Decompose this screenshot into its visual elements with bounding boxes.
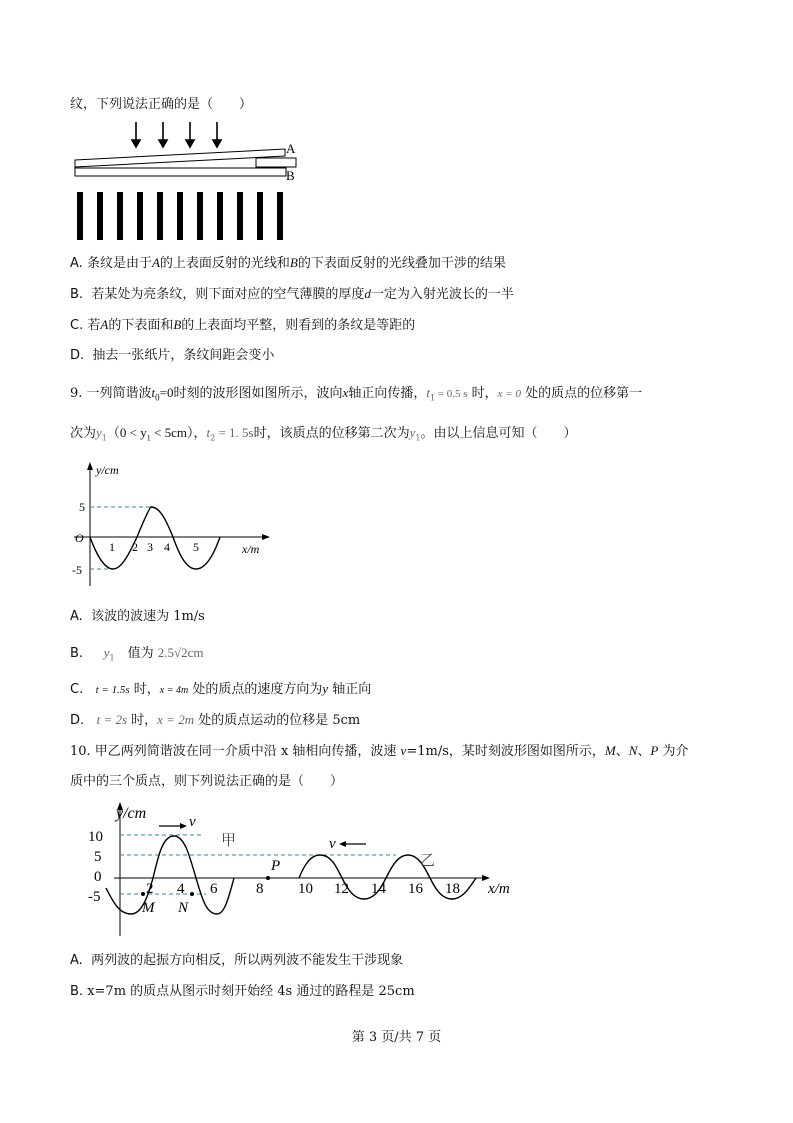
interference-fringes [77, 192, 283, 240]
q9-ytick-5: 5 [79, 500, 85, 514]
q10-xtick-12: 12 [334, 881, 349, 897]
point-m-label: M [142, 900, 155, 916]
q9-option-c: C. t = 1.5s 时，x = 4m 处的质点的速度方向为y 轴正向 [70, 681, 372, 697]
q10-stem-line1: 10. 甲乙两列简谐波在同一介质中沿 x 轴相向传播，波速 v=1m/s，某时刻波形图如图所示，M、N、P 为介 [70, 743, 689, 759]
q9-xtick-2: 2 [132, 540, 138, 554]
q8-option-c: C. 若A的下表面和B的上表面均平整，则看到的条纹是等距的 [70, 317, 416, 333]
q10-xtick-6: 6 [210, 881, 218, 897]
q10-ylabel: y/cm [116, 805, 147, 822]
q10-option-b: B. x=7m 的质点从图示时刻开始经 4s 通过的路程是 25cm [70, 984, 415, 999]
q10-xtick-8: 8 [256, 881, 264, 897]
paper-spacer [256, 158, 296, 167]
wave-jia-curve [106, 836, 234, 914]
wave-label-jia: 甲 [221, 833, 237, 849]
q9-option-d: D. t = 2s 时，x = 2m 处的质点运动的位移是 5cm [70, 712, 361, 728]
q9-xtick-1: 1 [109, 540, 115, 554]
q9-option-b: B. $y_1$ 值为 2.5√2cm [70, 645, 204, 663]
q9-xtick-3: 3 [147, 540, 153, 554]
q10-option-a: A. 两列波的起振方向相反，所以两列波不能发生干涉现象 [70, 953, 404, 968]
point-m-dot [141, 892, 145, 896]
incident-light-arrows [132, 122, 221, 147]
q10-wave-graph [84, 796, 524, 940]
q10-ytick-10: 10 [88, 829, 103, 845]
point-p-dot [266, 876, 270, 880]
q10-xtick-16: 16 [408, 881, 423, 897]
q10-xtick-4: 4 [177, 881, 185, 897]
yi-velocity-label: v [329, 836, 336, 852]
wave-label-yi: 乙 [420, 853, 436, 869]
plate-b [75, 168, 286, 176]
q10-xtick-18: 18 [445, 881, 460, 897]
point-p-label: P [271, 858, 281, 874]
point-n-label: N [178, 900, 189, 916]
q8-intro: 纹，下列说法正确的是（ ） [70, 97, 253, 112]
q9-xtick-5: 5 [193, 540, 199, 554]
q10-ytick-neg5: -5 [88, 889, 101, 905]
q9-wave-curve [90, 507, 220, 569]
q9-option-a: A. 该波的波速为 1m/s [70, 609, 205, 624]
q8-option-d: D. 抽去一张纸片，条纹间距会变小 [70, 348, 275, 363]
q9-origin: O [75, 531, 84, 545]
plate-a [75, 149, 285, 167]
q9-stem-line1: 9. 一列简谐波$t_0=0$时刻的波形图如图所示，波向x轴正向传播，$t_1 = 0.5$ s 时，x = 0 处的质点的位移第一 [70, 385, 643, 403]
q9-ytick-neg5: -5 [72, 563, 82, 577]
q8-thin-film-diagram [70, 118, 310, 248]
page-footer: 第 3 页/共 7 页 [351, 1030, 442, 1045]
q9-wave-graph [66, 458, 276, 593]
q8-option-b: B. 若某处为亮条纹，则下面对应的空气薄膜的厚度d一定为入射光波长的一半 [70, 286, 514, 302]
q10-stem-line2: 质中的三个质点，则下列说法正确的是（ ） [70, 774, 344, 789]
q10-ytick-0: 0 [94, 869, 102, 885]
q10-ytick-5: 5 [94, 849, 102, 865]
q10-xlabel: x/m [488, 881, 510, 897]
q9-xlabel: x/m [242, 542, 260, 556]
point-n-dot [190, 892, 194, 896]
plate-b-label: B [286, 168, 295, 183]
q10-xtick-14: 14 [371, 881, 386, 897]
q8-option-a: A. 条纹是由于A的上表面反射的光线和B的下表面反射的光线叠加干涉的结果 [70, 255, 506, 271]
q10-xtick-10: 10 [298, 881, 313, 897]
q9-xtick-4: 4 [164, 540, 170, 554]
plate-a-label: A [286, 141, 296, 156]
jia-velocity-label: v [189, 814, 196, 830]
q9-ylabel: y/cm [96, 463, 119, 477]
q10-xtick-2: 2 [146, 881, 154, 897]
q9-stem-line2: 次为$y_1(0 < y_1 < 5cm)$，$t_2 = 1$. 5s时，该质点的位移第二次为$y_1$。由以上信息可知（ ） [70, 425, 577, 443]
